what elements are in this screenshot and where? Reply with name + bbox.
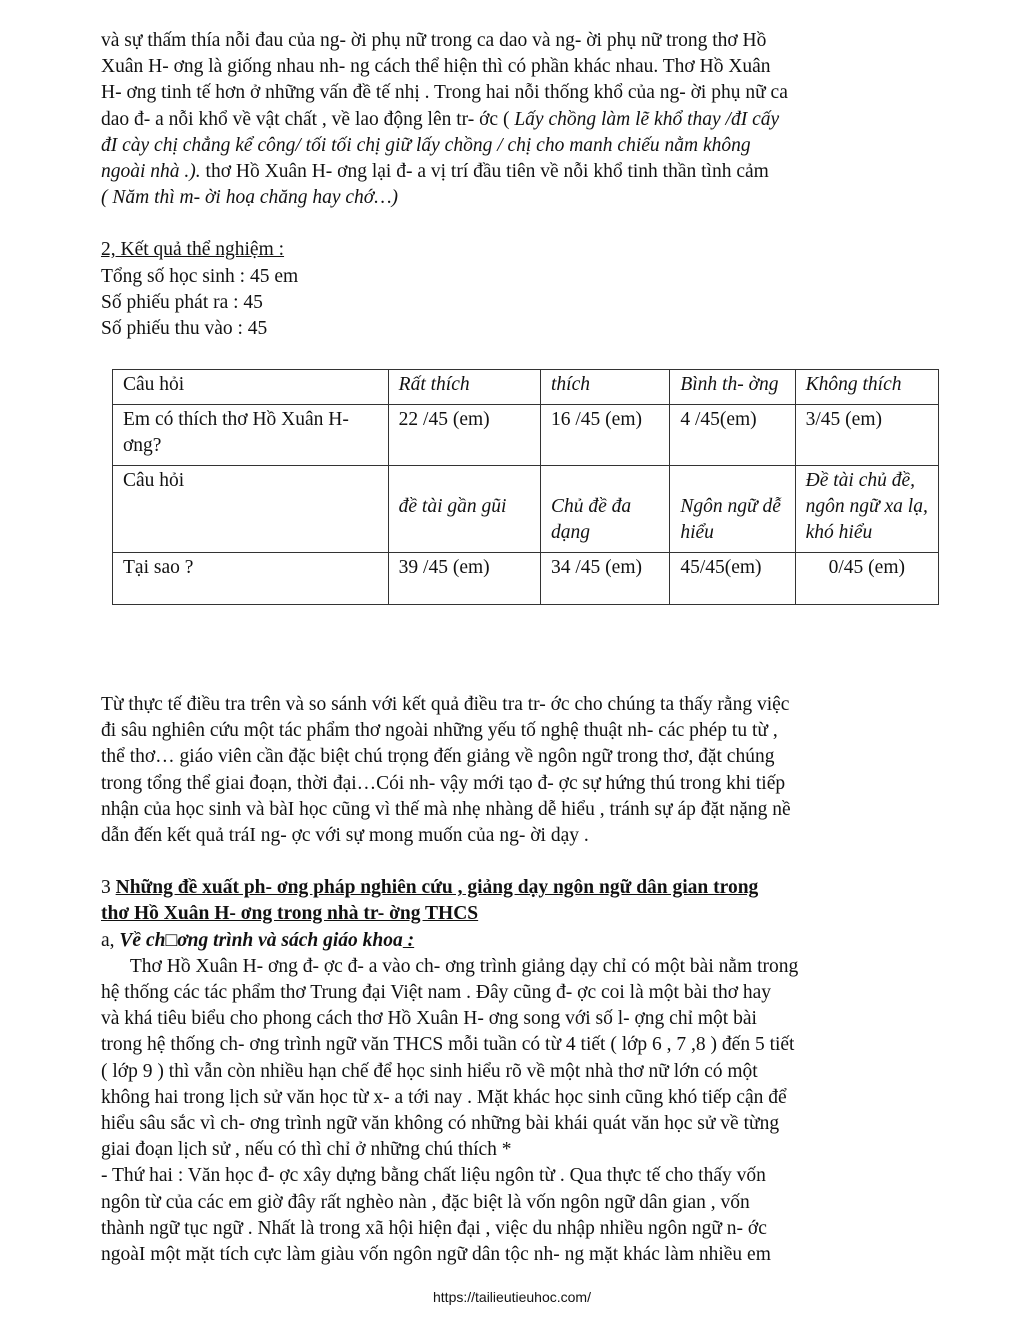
body-line: trong hệ thống ch- ơng trình ngữ văn THCS mỗi tuần có từ 4 tiết ( lớp 6 , 7 ,8 ) đến 5 tiết xyxy=(101,1034,795,1056)
body-line: hiểu sâu sắc vì ch- ơng trình ngữ văn không có những bài khái quát văn học sử về từng xyxy=(101,1113,780,1135)
table-cell: 16 /45 (em) xyxy=(541,405,670,466)
table-cell: đề tài gần gũi xyxy=(388,466,540,553)
table-cell: thích xyxy=(541,370,670,405)
section3-title-2: thơ Hồ Xuân H- ơng trong nhà tr- ờng THCS xyxy=(101,903,479,925)
body-line: không hai trong lịch sử văn học từ x- a tới nay . Mặt khác học sinh cũng khó tiếp cận để xyxy=(101,1086,787,1108)
body-line: Thơ Hồ Xuân H- ơng đ- ợc đ- a vào ch- ơng trình giảng dạy chỉ có một bài nằm trong xyxy=(101,955,799,977)
body-line: ngôn từ của các em giờ đây rất nghèo nàn , đặc biệt là vốn ngôn ngữ dân gian , vốn xyxy=(101,1191,750,1213)
subsection-a-colon: : xyxy=(402,929,415,951)
table-cell: Câu hỏi xyxy=(113,466,389,553)
intro-quote-4: ( Năm thì m- ời hoạ chăng hay chớ…) xyxy=(101,187,399,209)
table-cell: Ngôn ngữ dễ hiểu xyxy=(670,466,795,553)
table-cell: 0/45 (em) xyxy=(795,553,938,605)
body-line: giai đoạn lịch sử , nếu có thì chỉ ở những chú thích * xyxy=(101,1139,512,1161)
body-line: thành ngữ tục ngữ . Nhất là trong xã hội hiện đại , việc du nhập nhiều ngôn ngữ n- ớc xyxy=(101,1217,767,1239)
table-cell: 45/45(em) xyxy=(670,553,795,605)
table-cell: Đề tài chủ đề, ngôn ngữ xa lạ, khó hiểu xyxy=(795,466,938,553)
subsection-a-title: Về ch□ơng trình và sách giáo khoa xyxy=(119,929,403,951)
conclusion-line: dẫn đến kết quả tráI ng- ợc với sự mong muốn của ng- ời dạy . xyxy=(101,825,589,847)
table-cell: 34 /45 (em) xyxy=(541,553,670,605)
intro-line-6 xyxy=(101,159,931,185)
table-cell: Rất thích xyxy=(388,370,540,405)
section3-title-1: Những đề xuất ph- ơng pháp nghiên cứu , giảng dạy ngôn ngữ dân gian trong xyxy=(115,877,759,899)
conclusion-line: nhận của học sinh và bàI học cũng vì thế mà nhẹ nhàng dễ hiểu , tránh sự áp đặt nặng nề xyxy=(101,798,791,820)
stat-total: Tổng số học sinh : 45 em xyxy=(101,265,299,287)
stat-issued: Số phiếu phát ra : 45 xyxy=(101,291,263,313)
footer-url[interactable]: https://tailieutieuhoc.com/ xyxy=(433,1289,591,1305)
body-line: - Thứ hai : Văn học đ- ợc xây dựng bằng chất liệu ngôn từ . Qua thực tế cho thấy vốn xyxy=(101,1165,766,1187)
table-cell: Tại sao ? xyxy=(113,553,389,605)
body-line: ( lớp 9 ) thì vẫn còn nhiều hạn chế để học sinh hiểu rõ về một nhà thơ nữ lớn có một xyxy=(101,1060,758,1082)
section3-number: 3 xyxy=(101,877,116,899)
body-line: và khá tiêu biểu cho phong cách thơ Hồ Xuân H- ơng song với số l- ợng chỉ một bài xyxy=(101,1008,757,1030)
conclusion-line: đi sâu nghiên cứu một tác phẩm thơ ngoài những yếu tố nghệ thuật nh- các phép tu từ , xyxy=(101,720,778,742)
document-page-top xyxy=(101,28,931,342)
table-cell: 3/45 (em) xyxy=(795,405,938,466)
intro-line-2: Xuân H- ơng là giống nhau nh- ng cách thể hiện thì có phần khác nhau. Thơ Hồ Xuân xyxy=(101,56,771,78)
intro-quote-2: đI cày chị chẳng kể công/ tối tối chị giữ lấy chồng / chị cho manh chiếu nằm không xyxy=(101,134,751,156)
intro-quote-3: ngoài nhà .). xyxy=(101,161,201,183)
document-page-bottom xyxy=(101,692,941,1268)
body-line: hệ thống các tác phẩm thơ Trung đại Việt nam . Đây cũng đ- ợc coi là một bài thơ hay xyxy=(101,982,772,1004)
intro-line-4 xyxy=(101,107,931,133)
table-cell: 22 /45 (em) xyxy=(388,405,540,466)
intro-line-4-text: dao đ- a nỗi khổ về vật chất , về lao động lên tr- ớc ( xyxy=(101,108,515,130)
conclusion-line: trong tổng thể giai đoạn, thời đại…Cói nh- vậy mới tạo đ- ợc sự hứng thú trong khi tiếp xyxy=(101,772,786,794)
table-cell: Không thích xyxy=(795,370,938,405)
intro-tail: thơ Hồ Xuân H- ơng lại đ- a vị trí đầu tiên về nỗi khổ tinh thần tình cảm xyxy=(200,161,769,183)
table-cell: 4 /45(em) xyxy=(670,405,795,466)
subsection-a-prefix: a, xyxy=(101,929,120,951)
subsection-a-heading xyxy=(101,928,941,954)
table-cell: Chủ đề đa dạng xyxy=(541,466,670,553)
conclusion-line: Từ thực tế điều tra trên và so sánh với kết quả điều tra tr- ớc cho chúng ta thấy rằng việc xyxy=(101,694,790,715)
table-cell: 39 /45 (em) xyxy=(388,553,540,605)
intro-line-3: H- ơng tinh tế hơn ở những vấn đề tế nhị . Trong hai nỗi thống khổ của ng- ời phụ nữ ca xyxy=(101,82,788,104)
section3-heading xyxy=(101,875,941,901)
intro-quote-1: Lấy chồng làm lẽ khổ thay /đI cấy xyxy=(514,108,780,130)
conclusion-line: thể thơ… giáo viên cần đặc biệt chú trọng đến giảng về ngôn ngữ trong thơ, đặt chúng xyxy=(101,746,775,768)
table-row xyxy=(113,405,939,466)
intro-line-1: và sự thấm thía nỗi đau của ng- ời phụ nữ trong ca dao và ng- ời phụ nữ trong thơ Hồ xyxy=(101,30,767,51)
table-cell: Câu hỏi xyxy=(113,370,389,405)
table-cell: Bình th- ờng xyxy=(670,370,795,405)
survey-results-table xyxy=(112,369,939,605)
section2-heading: 2, Kết quả thể nghiệm : xyxy=(101,239,285,261)
table-cell: Em có thích thơ Hồ Xuân H- ơng? xyxy=(113,405,389,466)
table-row xyxy=(113,553,939,605)
table-row xyxy=(113,370,939,405)
table-row xyxy=(113,466,939,553)
stat-collected: Số phiếu thu vào : 45 xyxy=(101,318,268,340)
body-line: ngoàI một mặt tích cực làm giàu vốn ngôn ngữ dân tộc nh- ng mặt khác làm nhiều em xyxy=(101,1244,771,1266)
